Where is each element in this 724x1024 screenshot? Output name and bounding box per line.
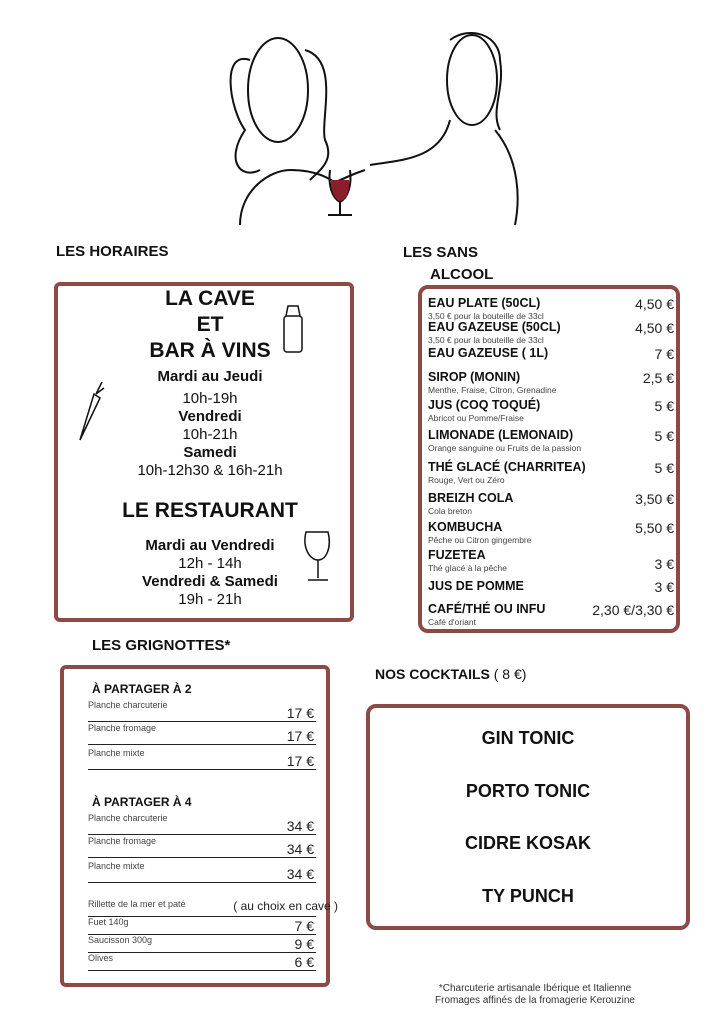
drink-desc: Abricot ou Pomme/Fraise <box>428 413 524 423</box>
hours-heading: LES HORAIRES <box>56 243 169 260</box>
snack-name: Olives <box>88 953 114 963</box>
drink-item <box>428 520 674 545</box>
snack-row <box>88 935 316 953</box>
share4-title: À PARTAGER À 4 <box>92 795 192 809</box>
wine-glass-icon <box>300 526 336 584</box>
snack-row <box>88 723 316 745</box>
drink-item <box>428 398 674 423</box>
restaurant-title: LE RESTAURANT <box>122 499 298 522</box>
footnote-line: *Charcuterie artisanale Ibérique et Italienne <box>438 983 632 994</box>
snack-name: Saucisson 300g <box>88 935 153 945</box>
schedule-time: 19h - 21h <box>178 591 242 608</box>
snack-price: 6 € <box>294 954 314 970</box>
snack-row <box>88 748 316 770</box>
drink-price: 2,5 € <box>642 370 674 386</box>
drink-price: 5 € <box>654 428 674 444</box>
drink-desc: Thé glacé à la pêche <box>428 563 507 573</box>
snack-price: 9 € <box>294 936 314 952</box>
drink-desc: Pêche ou Citron gingembre <box>428 535 532 545</box>
snack-price: 34 € <box>286 818 314 834</box>
drink-name: LIMONADE (LEMONAID) <box>428 428 574 442</box>
drink-desc: Orange sanguine ou Fruits de la passion <box>428 443 582 453</box>
snack-row <box>88 953 316 971</box>
soft-heading-2: ALCOOL <box>430 266 494 283</box>
snack-row <box>88 700 316 722</box>
snacks-heading: LES GRIGNOTTES* <box>92 637 231 654</box>
schedule-day: Samedi <box>183 444 237 461</box>
cave-title-3: BAR À VINS <box>149 339 271 362</box>
snack-name: Planche charcuterie <box>88 700 168 710</box>
snack-row <box>88 813 316 835</box>
drink-name: CAFÉ/THÉ OU INFU <box>428 602 546 616</box>
drink-desc: 3,50 € pour la bouteille de 33cl <box>428 335 544 345</box>
cocktail-item: CIDRE KOSAK <box>464 833 591 853</box>
drink-desc: Rouge, Vert ou Zéro <box>428 475 505 485</box>
drink-name: EAU PLATE (50CL) <box>428 296 541 310</box>
carrot-icon <box>76 380 106 444</box>
drink-price: 4,50 € <box>635 296 674 312</box>
cocktail-item: PORTO TONIC <box>465 781 591 801</box>
drink-price: 3,50 € <box>635 491 674 507</box>
drink-name: BREIZH COLA <box>428 491 514 505</box>
drink-item <box>428 428 674 453</box>
drink-item <box>428 579 674 594</box>
snack-name: Planche fromage <box>88 836 157 846</box>
drink-desc: Menthe, Fraise, Citron, Grenadine <box>428 385 557 395</box>
drink-item <box>428 320 674 345</box>
schedule-day: Vendredi & Samedi <box>142 573 278 590</box>
footnote-line: Fromages affinés de la fromagerie Kerouzine <box>435 995 635 1006</box>
snack-price: 17 € <box>286 705 314 721</box>
schedule-time: 10h-21h <box>182 426 238 443</box>
drink-item <box>428 370 674 395</box>
drink-item <box>428 460 674 485</box>
soft-heading-1: LES SANS <box>403 244 479 261</box>
snack-name: Rillette de la mer et paté <box>88 899 186 909</box>
drink-desc: Café d'oriant <box>428 617 476 627</box>
drink-price: 5,50 € <box>635 520 674 536</box>
cave-title-1: LA CAVE <box>165 287 255 310</box>
drink-name: FUZETEA <box>428 548 486 562</box>
snack-name: Planche mixte <box>88 861 145 871</box>
drink-name: SIROP (MONIN) <box>428 370 521 384</box>
drink-name: JUS DE POMME <box>428 579 524 593</box>
drink-name: EAU GAZEUSE (50CL) <box>428 320 561 334</box>
snack-name: Fuet 140g <box>88 917 129 927</box>
cocktails-heading: NOS COCKTAILS <box>375 666 490 682</box>
drink-item <box>428 548 674 573</box>
schedule-day: Vendredi <box>178 408 242 425</box>
drink-name: EAU GAZEUSE ( 1L) <box>428 346 549 360</box>
snack-price: 7 € <box>294 918 314 934</box>
schedule-time: 10h-19h <box>182 390 238 407</box>
drink-name: JUS (COQ TOQUÉ) <box>428 398 541 412</box>
snack-name: Planche fromage <box>88 723 157 733</box>
cave-title-2: ET <box>196 313 224 336</box>
drink-item <box>428 346 674 361</box>
snack-price: 34 € <box>286 841 314 857</box>
drink-price: 2,30 €/3,30 € <box>592 602 674 618</box>
snack-name: Planche mixte <box>88 748 145 758</box>
drink-price: 3 € <box>654 579 674 595</box>
schedule-day: Mardi au Vendredi <box>145 537 275 554</box>
snack-row <box>88 861 316 883</box>
drink-name: THÉ GLACÉ (CHARRITEA) <box>428 460 586 474</box>
share2-title: À PARTAGER À 2 <box>92 682 192 696</box>
drink-desc: Cola breton <box>428 506 472 516</box>
drink-item <box>428 296 674 321</box>
snack-price: 34 € <box>286 866 314 882</box>
snack-row <box>88 899 338 917</box>
drink-item <box>428 602 674 627</box>
snack-price: 17 € <box>286 728 314 744</box>
cocktail-item: TY PUNCH <box>482 886 574 906</box>
drink-price: 5 € <box>654 460 674 476</box>
cocktail-item: GIN TONIC <box>481 728 575 748</box>
snack-row <box>88 917 316 935</box>
schedule-day: Mardi au Jeudi <box>157 368 263 385</box>
snack-price: 17 € <box>286 753 314 769</box>
illustration-two-women-wine <box>200 20 540 230</box>
cocktails-price: ( 8 €) <box>493 666 527 682</box>
drink-item <box>428 491 674 516</box>
shaker-icon <box>278 300 308 356</box>
drink-price: 5 € <box>654 398 674 414</box>
schedule-time: 10h-12h30 & 16h-21h <box>137 462 283 479</box>
snack-price: ( au choix en cave ) <box>233 899 338 913</box>
drink-price: 7 € <box>654 346 674 362</box>
snack-row <box>88 836 316 858</box>
snack-name: Planche charcuterie <box>88 813 168 823</box>
drink-price: 3 € <box>654 556 674 572</box>
schedule-time: 12h - 14h <box>178 555 242 572</box>
drink-name: KOMBUCHA <box>428 520 503 534</box>
drink-desc: 3,50 € pour la bouteille de 33cl <box>428 311 544 321</box>
drink-price: 4,50 € <box>635 320 674 336</box>
